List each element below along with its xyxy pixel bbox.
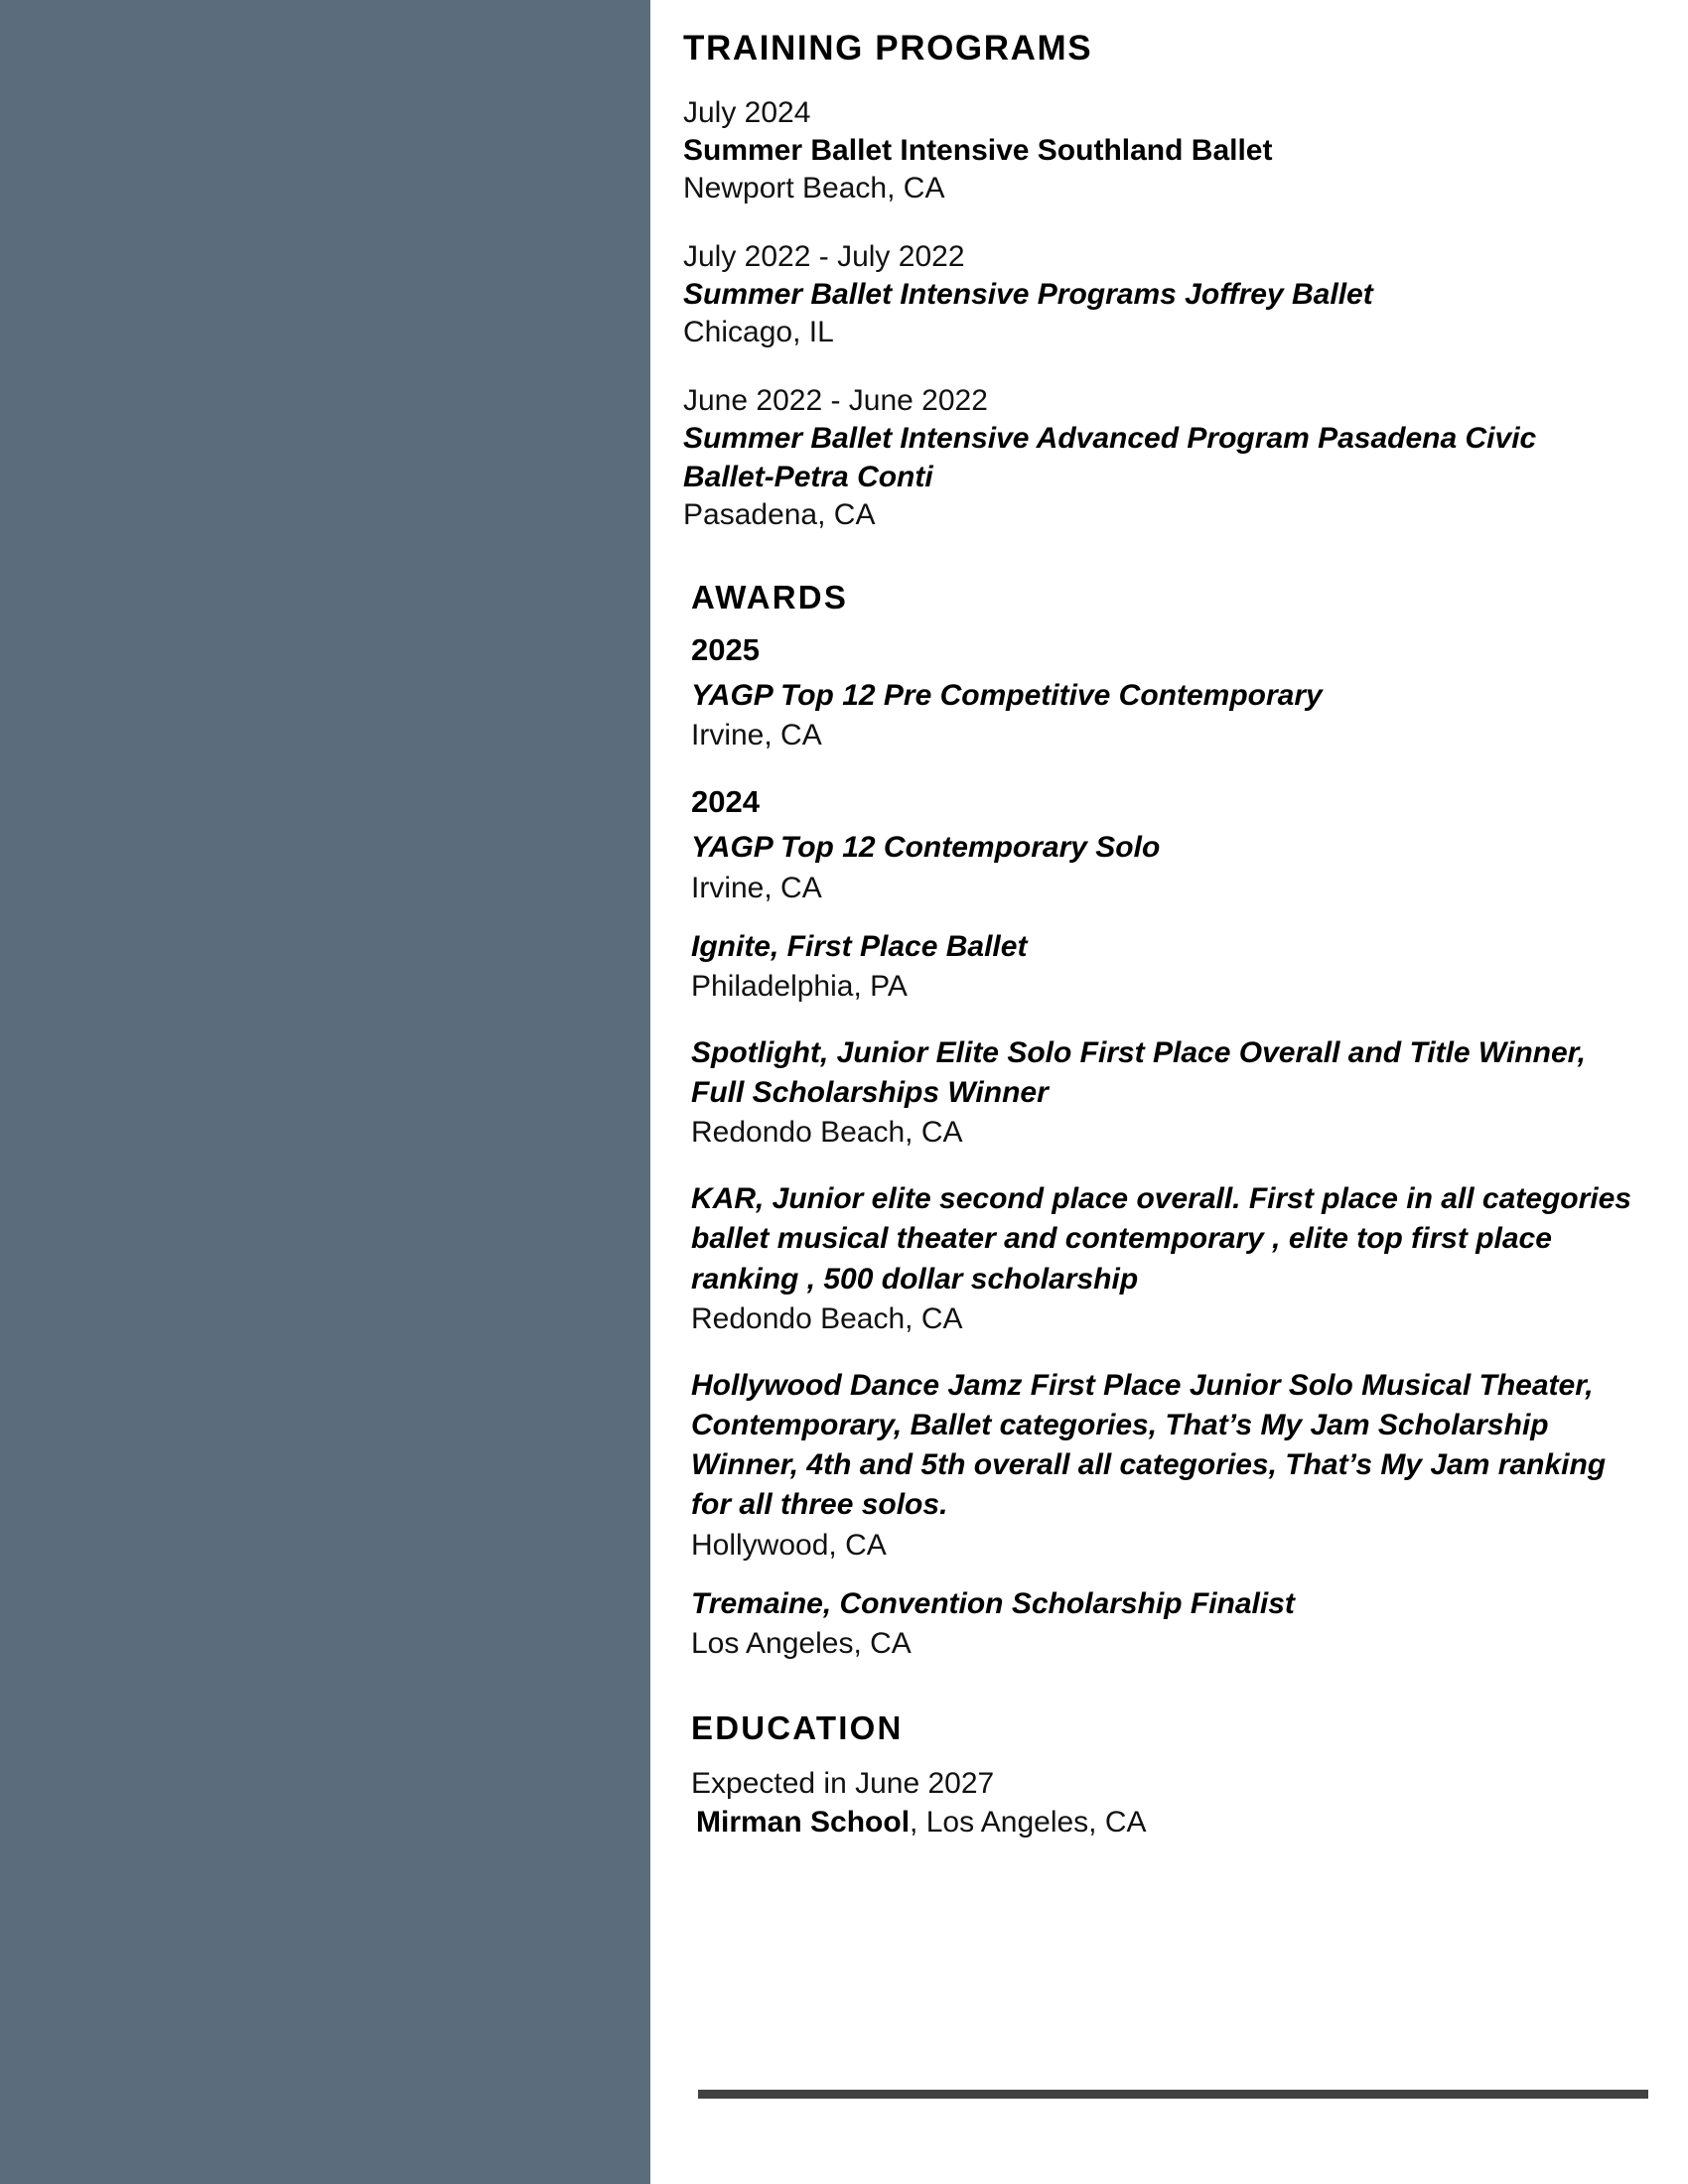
section-heading-education: EDUCATION xyxy=(691,1708,904,1746)
education-entry xyxy=(691,1764,1633,1842)
resume-content-column xyxy=(650,0,1688,2184)
training-entry-title: Summer Ballet Intensive Southland Ballet xyxy=(683,133,1273,167)
award-location: Irvine, CA xyxy=(691,719,822,752)
awards-list xyxy=(691,630,1633,1663)
award-location: Irvine, CA xyxy=(691,871,822,904)
training-entry xyxy=(683,94,1633,208)
award-location: Hollywood, CA xyxy=(691,1528,887,1562)
bottom-divider-rule xyxy=(698,2090,1648,2099)
training-entry-date: July 2022 - July 2022 xyxy=(683,239,965,273)
award-title: YAGP Top 12 Pre Competitive Contemporary xyxy=(691,679,1323,712)
award-entry xyxy=(691,927,1633,1006)
training-entry-location: Chicago, IL xyxy=(683,316,834,349)
award-location: Philadelphia, PA xyxy=(691,969,908,1003)
award-entry xyxy=(691,1584,1633,1663)
education-school-location: , Los Angeles, CA xyxy=(910,1806,1147,1840)
education-expected-date: Expected in June 2027 xyxy=(691,1767,995,1801)
award-title: Ignite, First Place Ballet xyxy=(691,929,1028,963)
education-school-name: Mirman School xyxy=(696,1806,911,1840)
award-entry xyxy=(691,1366,1633,1565)
award-location: Redondo Beach, CA xyxy=(691,1116,963,1150)
award-year-group xyxy=(691,782,1633,1663)
training-entry-title: Summer Ballet Intensive Advanced Program Pasadena Civic Ballet-Petra Conti xyxy=(683,422,1537,493)
award-title: Tremaine, Convention Scholarship Finalist xyxy=(691,1586,1295,1620)
award-title: Spotlight, Junior Elite Solo First Place Overall and Title Winner, Full Scholarships Winner xyxy=(691,1035,1587,1110)
award-entry xyxy=(691,828,1633,906)
award-year-label: 2024 xyxy=(691,784,760,820)
sidebar-accent-bar xyxy=(0,0,650,2184)
award-title: KAR, Junior elite second place overall. First place in all categories ballet musical theater and contemporary , elite top first place ranking , 500 dollar scholarship xyxy=(691,1182,1631,1296)
training-entry-title: Summer Ballet Intensive Programs Joffrey Ballet xyxy=(683,278,1373,312)
award-year-group xyxy=(691,630,1633,754)
award-title: YAGP Top 12 Contemporary Solo xyxy=(691,831,1161,865)
award-location: Los Angeles, CA xyxy=(691,1626,912,1660)
award-entry xyxy=(691,676,1633,754)
award-entry xyxy=(691,1179,1633,1338)
training-entry-date: July 2024 xyxy=(683,95,811,129)
training-entry-date: June 2022 - June 2022 xyxy=(683,383,988,417)
training-entry xyxy=(683,382,1633,535)
section-heading-training-programs: TRAINING PROGRAMS xyxy=(683,29,1093,68)
training-entry-location: Newport Beach, CA xyxy=(683,172,945,205)
section-heading-awards: AWARDS xyxy=(691,579,849,616)
training-entry xyxy=(683,238,1633,352)
award-location: Redondo Beach, CA xyxy=(691,1301,963,1335)
education-school-line xyxy=(696,1803,1633,1842)
award-year-label: 2025 xyxy=(691,631,760,667)
award-title: Hollywood Dance Jamz First Place Junior Solo Musical Theater, Contemporary, Ballet categories, That’s My Jam Scholarship Winner, 4th and 5th overall all categories, That’s My Jam ranking for all three solos. xyxy=(691,1368,1607,1522)
training-entry-location: Pasadena, CA xyxy=(683,498,876,532)
award-entry xyxy=(691,1033,1633,1152)
